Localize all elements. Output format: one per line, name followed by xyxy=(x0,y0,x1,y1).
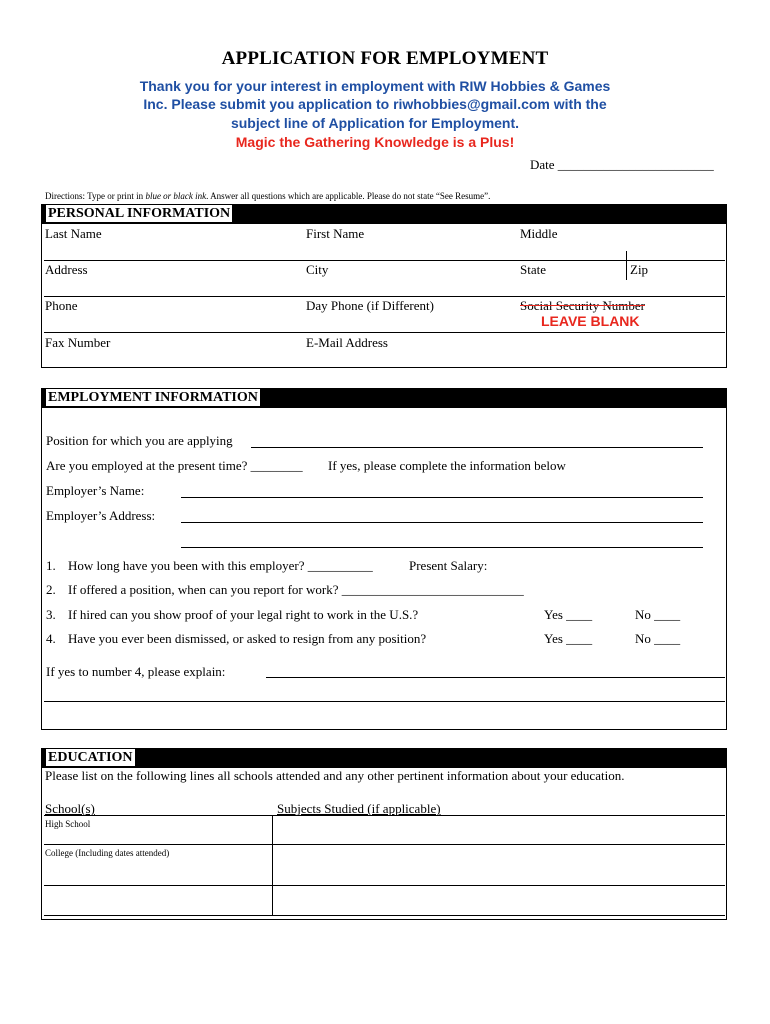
school-row-line-4[interactable] xyxy=(44,915,725,916)
position-input-line[interactable] xyxy=(251,447,703,448)
q4-yes[interactable]: Yes ____ xyxy=(544,631,593,646)
phone-label: Phone xyxy=(45,298,78,313)
q2-number: 2. xyxy=(46,582,56,597)
state-label: State xyxy=(520,262,546,277)
q1-text: How long have you been with this employer? __________ xyxy=(68,558,373,573)
directions-prefix: Directions: Type or print in xyxy=(45,191,146,201)
employer-address-label: Employer’s Address: xyxy=(46,508,156,523)
directions xyxy=(45,191,490,201)
email-label: E-Mail Address xyxy=(306,335,388,350)
education-header-bar xyxy=(42,749,726,768)
intro-line-2: Inc. Please submit you application to riwhobbies@gmail.com with the xyxy=(143,96,607,112)
employment-information-section xyxy=(41,388,727,730)
q4-no[interactable]: No ____ xyxy=(635,631,681,646)
zip-label: Zip xyxy=(630,262,649,277)
leave-blank-note: LEAVE BLANK xyxy=(541,313,640,329)
employer-name-label: Employer’s Name: xyxy=(46,483,145,498)
q2-text: If offered a position, when can you report for work? ____________________________ xyxy=(68,582,524,597)
directions-suffix: . Answer all questions which are applicable. Please do not state “See Resume”. xyxy=(206,191,491,201)
salary-label: Present Salary: xyxy=(409,558,488,573)
city-label: City xyxy=(306,262,329,277)
explain-line-1[interactable] xyxy=(266,677,725,678)
page-title: APPLICATION FOR EMPLOYMENT xyxy=(221,48,549,69)
education-column-divider xyxy=(272,815,273,915)
name-row-line[interactable] xyxy=(44,260,725,261)
school-row-line-3[interactable] xyxy=(44,885,725,886)
phone-row-line[interactable] xyxy=(44,332,725,333)
q3-number: 3. xyxy=(46,607,56,622)
address-row-line[interactable] xyxy=(44,296,725,297)
date-field[interactable]: Date ________________________ xyxy=(530,157,714,172)
college-label: College (Including dates attended) xyxy=(45,848,170,858)
q3-yes[interactable]: Yes ____ xyxy=(544,607,593,622)
if-yes-note: If yes, please complete the information below xyxy=(328,458,566,473)
education-section xyxy=(41,748,727,920)
employment-header: EMPLOYMENT INFORMATION xyxy=(48,390,258,405)
employer-name-line[interactable] xyxy=(181,497,703,498)
education-instructions: Please list on the following lines all schools attended and any other pertinent information about your education. xyxy=(45,768,625,783)
subjects-column-label: Subjects Studied (if applicable) xyxy=(277,801,441,816)
ssn-label: Social Security Number xyxy=(520,298,645,313)
explain-line-2[interactable] xyxy=(44,701,725,702)
address-label: Address xyxy=(45,262,88,277)
intro-line-1: Thank you for your interest in employment with RIW Hobbies & Games xyxy=(139,78,611,94)
position-label: Position for which you are applying xyxy=(46,433,233,448)
high-school-label: High School xyxy=(45,819,91,829)
day-phone-label: Day Phone (if Different) xyxy=(306,298,434,313)
fax-label: Fax Number xyxy=(45,335,111,350)
school-row-line-2[interactable] xyxy=(44,844,725,845)
school-row-line-1[interactable] xyxy=(44,815,725,816)
q4-number: 4. xyxy=(46,631,56,646)
intro-line-3: subject line of Application for Employment. xyxy=(230,115,520,131)
personal-header-bar xyxy=(42,205,726,224)
middle-label: Middle xyxy=(520,226,558,241)
first-name-label: First Name xyxy=(306,226,365,241)
directions-ink: blue or black ink xyxy=(145,191,207,201)
employer-address-line-1[interactable] xyxy=(181,522,703,523)
state-zip-divider xyxy=(626,251,627,280)
schools-column-label: School(s) xyxy=(45,801,95,816)
intro-plus-line: Magic the Gathering Knowledge is a Plus! xyxy=(235,134,515,150)
explain-label: If yes to number 4, please explain: xyxy=(46,664,226,679)
q1-number: 1. xyxy=(46,558,56,573)
q3-text: If hired can you show proof of your legal right to work in the U.S.? xyxy=(68,607,419,622)
education-header: EDUCATION xyxy=(48,750,133,765)
last-name-label: Last Name xyxy=(45,226,102,241)
employed-question: Are you employed at the present time? ________ xyxy=(46,458,303,473)
q4-text: Have you ever been dismissed, or asked to resign from any position? xyxy=(68,631,427,646)
personal-information-section xyxy=(41,204,727,368)
employment-header-bar xyxy=(42,389,726,408)
personal-header: PERSONAL INFORMATION xyxy=(48,206,231,221)
employer-address-line-2[interactable] xyxy=(181,547,703,548)
q3-no[interactable]: No ____ xyxy=(635,607,681,622)
